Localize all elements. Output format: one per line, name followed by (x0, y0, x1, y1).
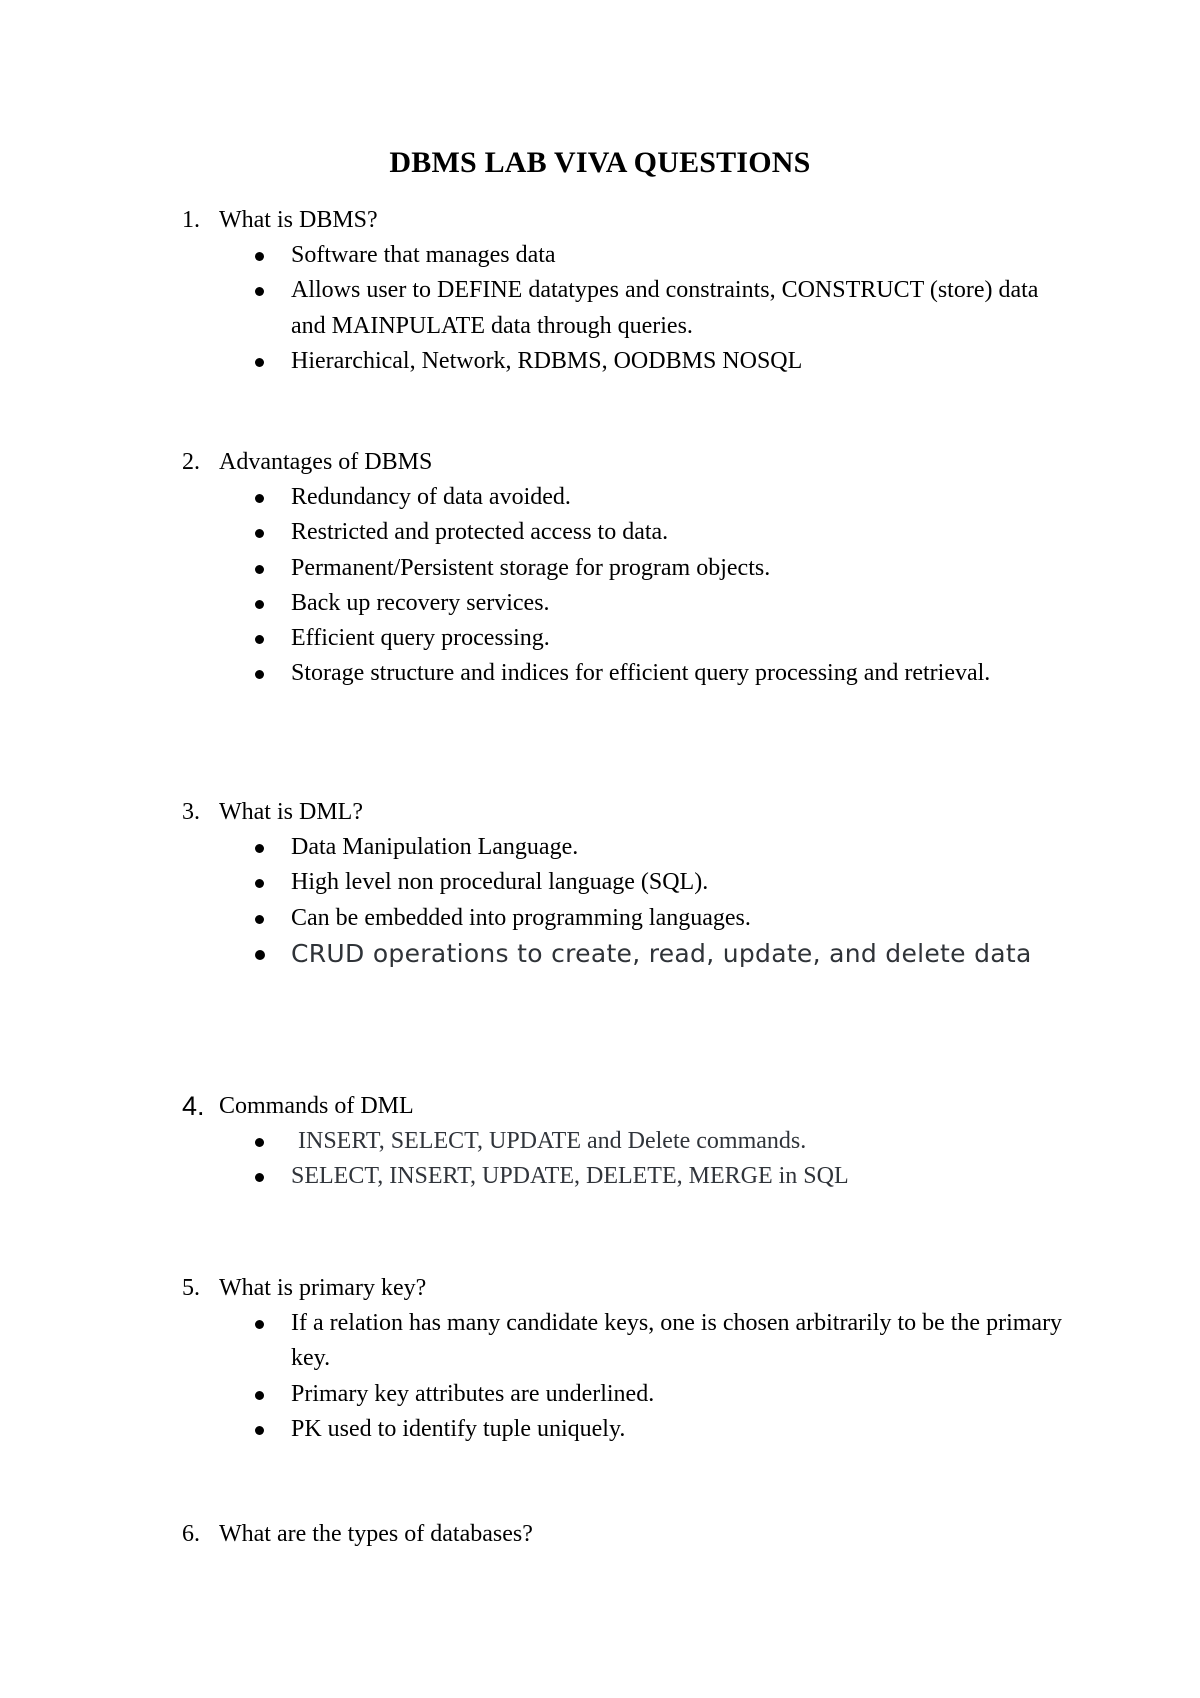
answer-bullet (0, 551, 1071, 586)
question-text: What is DML? (219, 799, 363, 825)
bullet-dot-icon (255, 950, 265, 960)
question-number: 6. (182, 1521, 200, 1547)
answer-bullet (0, 621, 1071, 656)
answer-text: INSERT, SELECT, UPDATE and Delete commands. (298, 1128, 807, 1154)
bullet-dot-icon (255, 844, 264, 853)
question-heading (0, 202, 1200, 238)
answer-bullet (0, 830, 1071, 865)
answer-bullet (0, 586, 1071, 621)
bullet-dot-icon (255, 1138, 264, 1147)
question-number: 3. (182, 799, 200, 825)
answer-list (0, 1124, 1200, 1195)
question-heading (0, 794, 1200, 830)
question-number: 1. (182, 207, 200, 233)
answer-text: Primary key attributes are underlined. (291, 1380, 655, 1407)
question-heading (0, 444, 1200, 480)
answer-text: Hierarchical, Network, RDBMS, OODBMS NOSQL (291, 347, 803, 374)
question-text: What is primary key? (219, 1275, 427, 1301)
answer-bullet (0, 1377, 1071, 1412)
answer-text: Allows user to DEFINE datatypes and constraints, CONSTRUCT (store) data and MAINPULATE data through queries. (291, 277, 1039, 339)
answer-list (0, 830, 1200, 972)
answer-text: CRUD operations to create, read, update, and delete data (291, 938, 1032, 968)
question-6 (0, 1516, 1200, 1552)
bullet-dot-icon (255, 494, 264, 503)
question-heading (0, 1270, 1200, 1306)
answer-text: PK used to identify tuple uniquely. (291, 1415, 626, 1442)
answer-text: Restricted and protected access to data. (291, 519, 669, 546)
bullet-dot-icon (255, 287, 264, 296)
bullet-dot-icon (255, 1391, 264, 1400)
answer-bullet (0, 865, 1071, 900)
answer-bullet (0, 238, 1071, 273)
bullet-dot-icon (255, 1173, 264, 1182)
answer-text: Redundancy of data avoided. (291, 484, 571, 510)
bullet-dot-icon (255, 1320, 264, 1329)
question-text: Commands of DML (219, 1093, 414, 1119)
bullet-dot-icon (255, 252, 264, 261)
answer-bullet (0, 656, 1071, 691)
bullet-dot-icon (255, 600, 264, 609)
answer-bullet (0, 1159, 1071, 1194)
answer-bullet (0, 344, 1071, 379)
answer-bullet (0, 515, 1071, 550)
answer-list (0, 1306, 1200, 1447)
answer-bullet (0, 273, 1071, 344)
bullet-dot-icon (255, 1426, 264, 1435)
bullet-dot-icon (255, 915, 264, 924)
answer-text: Data Manipulation Language. (291, 834, 579, 860)
question-text: Advantages of DBMS (219, 449, 433, 475)
question-number: 5. (182, 1275, 200, 1301)
question-5 (0, 1270, 1200, 1447)
bullet-dot-icon (255, 358, 264, 367)
question-2 (0, 444, 1200, 692)
answer-bullet (0, 480, 1071, 515)
answer-text: Efficient query processing. (291, 625, 550, 652)
answer-text: Storage structure and indices for efficient query processing and retrieval. (291, 660, 991, 687)
question-number: 2. (182, 449, 200, 475)
answer-list (0, 238, 1200, 379)
question-4 (0, 1088, 1200, 1195)
answer-text: Back up recovery services. (291, 589, 550, 616)
answer-text: If a relation has many candidate keys, one is chosen arbitrarily to be the primary key. (291, 1310, 1063, 1372)
question-heading (0, 1088, 1200, 1124)
question-3 (0, 794, 1200, 972)
answer-bullet (0, 936, 1071, 972)
answer-bullet (0, 901, 1071, 936)
question-number: 4. (182, 1091, 205, 1121)
question-text: What is DBMS? (219, 207, 378, 233)
bullet-dot-icon (255, 529, 264, 538)
answer-bullet (0, 1124, 1071, 1159)
answer-bullet (0, 1412, 1071, 1447)
document-title: DBMS LAB VIVA QUESTIONS (389, 146, 811, 179)
question-text: What are the types of databases? (219, 1521, 533, 1547)
answer-list (0, 480, 1200, 692)
answer-text: Software that manages data (291, 242, 556, 268)
answer-text: Can be embedded into programming languages. (291, 904, 751, 931)
bullet-dot-icon (255, 635, 264, 644)
answer-bullet (0, 1306, 1071, 1377)
bullet-dot-icon (255, 565, 264, 574)
bullet-dot-icon (255, 670, 264, 679)
question-heading (0, 1516, 1200, 1552)
question-1 (0, 202, 1200, 379)
answer-text: Permanent/Persistent storage for program objects. (291, 554, 771, 581)
answer-text: High level non procedural language (SQL). (291, 869, 709, 896)
bullet-dot-icon (255, 879, 264, 888)
answer-text: SELECT, INSERT, UPDATE, DELETE, MERGE in SQL (291, 1163, 849, 1190)
